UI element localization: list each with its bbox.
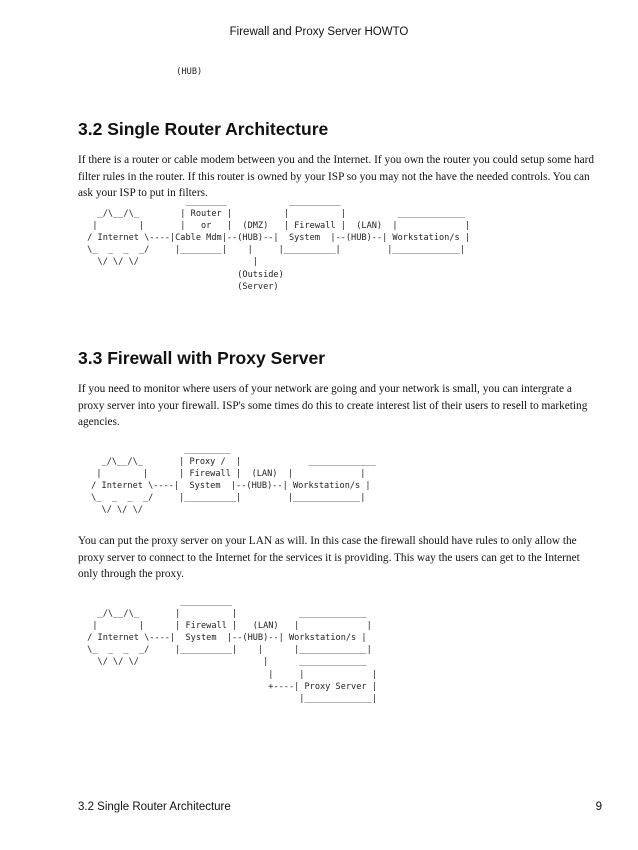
section-3-2-paragraph: If there is a router or cable modem between you and the Internet. If you own the router you could setup some hard filter rules in the router. If this router is owned by your ISP so you may not the have the needed controls. You can ask your ISP to put in filters. (78, 154, 595, 200)
footer-section-title: 3.2 Single Router Architecture (78, 801, 231, 813)
section-heading-3-2: 3.2 Single Router Architecture (78, 119, 329, 139)
proxy-on-lan-paragraph: You can put the proxy server on your LAN as will. In this case the firewall should have rules to only allow the proxy server to connect to the Internet for the services it is providing. This way the users can get to the Internet only through the proxy. (78, 535, 580, 581)
section-heading-3-3: 3.3 Firewall with Proxy Server (78, 348, 326, 368)
page-number: 9 (595, 801, 602, 813)
proxy-firewall-diagram: _________ _/\__/\_ | Proxy / | _____________ | | | Firewall | (LAN) | | / Internet \----| System |--(HUB)--| Workstation/s | \_ _ _ _/ |__________| |_____________| \/ \/ \/ (91, 445, 376, 516)
section-3-3-paragraph: If you need to monitor where users of your network are going and your network is small, you can intergrate a proxy server into your firewall. ISP's some times do this to create interest list of their users to resell to marketing agencies. (78, 383, 588, 429)
running-header: Firewall and Proxy Server HOWTO (229, 26, 409, 38)
hub-fragment: (HUB) (78, 67, 203, 77)
single-router-diagram: ________ __________ _/\__/\_ | Router | | | _____________ | | | or | (DMZ) | Firewall | (LAN) | | / Internet \----|Cable Mdm|--(HUB)--| System |--(HUB)--| Workstation/s | \_ _ _ _/ |________| | |__________| |_____________| \/ \/ \/ | (Outside) (Server) (87, 197, 471, 292)
proxy-on-lan-diagram: __________ _/\__/\_ | | _____________ | | | Firewall | (LAN) | | / Internet \----| System |--(HUB)--| Workstation/s | \_ _ _ _/ |__________| | |_____________| \/ \/ \/ | _____________ | | | +----| Proxy Server | |_____________| (87, 597, 377, 704)
